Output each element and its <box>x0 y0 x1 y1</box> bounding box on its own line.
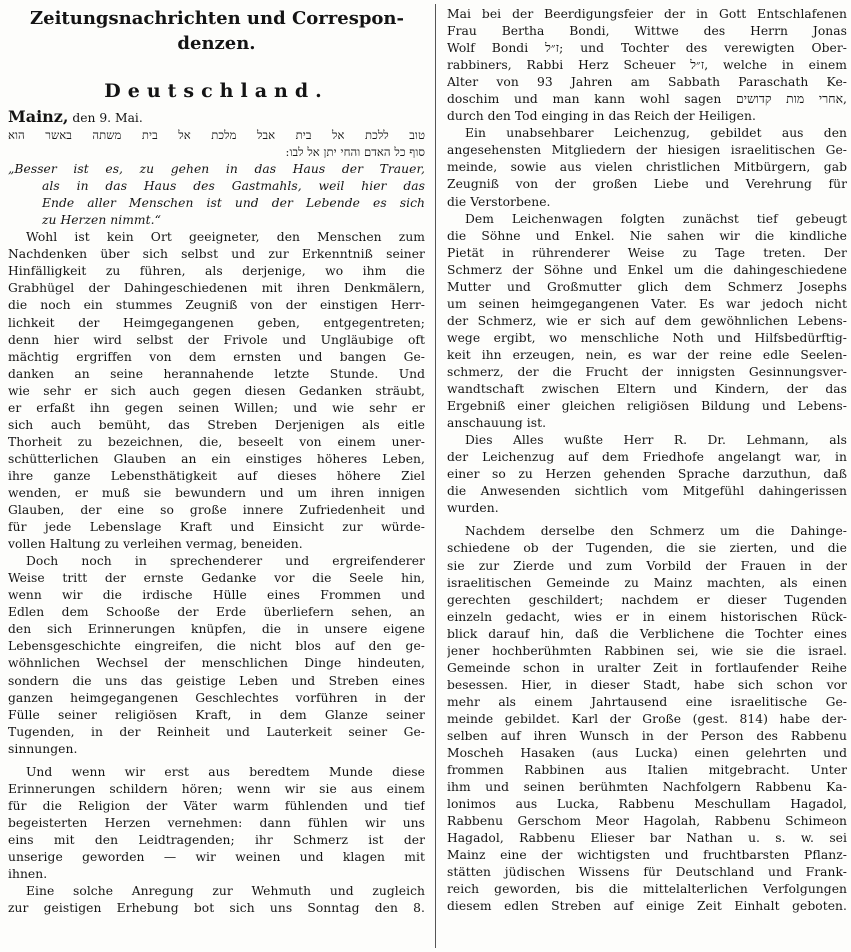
right-column-text-line: Schmerz der Söhne und Enkel um die dahingeschiedene <box>447 262 847 277</box>
right-column-text-line: diesem edlen Streben auf einige Zeit Einhalt geboten. <box>447 899 847 914</box>
left-column-text-line: Thorheit zu bezeichnen, die, beseelt von einem uner- <box>8 434 425 449</box>
left-column-text-line: zu Herzen nimmt.“ <box>42 213 161 228</box>
right-column-text-line: der Leichenzug auf dem Friedhofe angelangt war, in <box>447 450 847 465</box>
right-column-text-line: die Anwesenden sichtlich vom Mitgefühl dahingerissen <box>447 484 847 499</box>
section-heading: Deutschland. <box>104 80 329 102</box>
left-column-text-line: wöhnlichen Wechsel der menschlichen Dinge hindeuten, <box>8 656 425 671</box>
right-column-text-line: Dies Alles wußte Herr R. Dr. Lehmann, als <box>465 433 847 448</box>
right-column-text-line: ihm und seinen berühmten Nachfolgern Rabbenu Ka- <box>447 780 847 795</box>
left-column-text-line: lichkeit der Heimgegangenen geben, entgegentreten; <box>8 315 425 330</box>
left-column-text-line: sinnungen. <box>8 741 78 756</box>
right-column-text-line: anschauung ist. <box>447 416 547 431</box>
right-column-text-line: Rabbenu Gerschom Meor Hagolah, Rabbenu Schimeon <box>447 814 847 829</box>
right-column-text-line: besessen. Hier, in dieser Stadt, habe sich schon vor <box>447 677 847 692</box>
left-column-text-line: Lebensgeschichte eingreifen, die nicht blos auf den ge- <box>8 639 425 654</box>
left-column-text-line: wenn wir die irdische Hülle eines Frommen und <box>8 588 425 603</box>
left-column-text-line: סוף כל האדם והחי יתן אל לבו: <box>285 145 425 160</box>
right-column-text-line: rabbiners, Rabbi Herz Scheuer ז״ל, welche in einem <box>447 58 847 73</box>
left-column-text-line: Ende aller Menschen ist und der Lebende es sich <box>42 196 425 211</box>
left-column-text-line: begeisterten Herzen vernehmen: dann fühlen wir uns <box>8 815 425 830</box>
right-column-text-line: Mai bei der Beerdigungsfeier der in Gott Entschlafenen <box>447 7 847 21</box>
left-column-text-line: Tugenden, in der Reinheit und Lauterkeit seiner Ge- <box>8 724 425 739</box>
left-column-text-line: „Besser ist es, zu gehen in das Haus der Trauer, <box>8 162 425 177</box>
right-column-text-line: gerechten geschildert; nachdem er dieser Tugenden <box>447 592 847 607</box>
left-column-text-line: mächtig ergriffen von dem ernsten und bangen Ge- <box>8 349 425 364</box>
right-column-text-line: einzeln gedacht, wies er in einem historischen Rück- <box>447 609 847 624</box>
right-column-text-line: Zeugniß von der großen Liebe und Verehrung für <box>447 177 847 192</box>
left-column-text-line: schütterlichen Glauben an ein einstiges höheres Leben, <box>8 451 425 466</box>
left-column-text-line: Hinfälligkeit zu führen, als derjenige, wo ihm die <box>8 264 425 279</box>
right-column-text-line: sie zur Zierde und zum Vorbild der Frauen in der <box>447 558 847 573</box>
right-column-text-line: wandtschaft zwischen Eltern und Kindern, der das <box>447 382 847 397</box>
right-column-text-line: lonimos aus Lucka, Rabbenu Meschullam Hagadol, <box>447 797 847 812</box>
right-column-text-line: wurden. <box>447 501 499 516</box>
left-column-text-line: eins mit den Leidtragenden; ihr Schmerz ist der <box>8 832 425 847</box>
column-rule <box>435 4 436 948</box>
right-column-text-line: schiedene ob der Tugenden, die sie zierten, und die <box>447 541 847 556</box>
article-title-line-2: denzen. <box>177 33 256 54</box>
right-column-text-line: Hagadol, Rabbenu Elieser bar Nathan u. s. w. sei <box>447 831 847 846</box>
left-column-text-line: Doch noch in sprechenderer und ergreifenderer <box>26 554 425 569</box>
left-column-text-line: er erfaßt ihn gegen seinen Willen; und wie sehr er <box>8 400 425 415</box>
left-column-text-line: Grabhügel der Dahingeschiedenen mit ihren Denkmälern, <box>8 281 425 296</box>
right-column-text-line: Mainz eine der wichtigsten und fruchtbarsten Pflanz- <box>447 848 847 863</box>
left-column-text-line: Nachdenken über sich selbst und zur Erkenntniß seiner <box>8 247 425 262</box>
right-column-text-line: mehr als einem Jahrtausend eine israelitische Ge- <box>447 694 847 709</box>
left-column-text-line: Und wenn wir erst aus beredtem Munde diese <box>26 764 425 779</box>
left-column-text-line: als in das Haus des Gastmahls, weil hier das <box>42 179 425 194</box>
left-column-text-line: Edlen dem Schooße der Erde überliefern sehen, an <box>8 605 425 620</box>
dateline-place: Mainz, <box>8 107 69 126</box>
right-column-text-line: Pietät in rührenderer Weise zu Tage treten. Der <box>447 245 847 260</box>
left-column-body <box>8 127 425 917</box>
left-column-text-line: sich auch bemüht, das Streben Derjenigen als eitle <box>8 417 425 432</box>
right-column-text-line: der Schmerz, wie er sich auf dem gewöhnlichen Lebens- <box>447 313 847 328</box>
right-column-text-line: Gemeinde schon in uralter Zeit in fortlaufender Reihe <box>447 660 847 675</box>
left-column-text-line: für jede Lebenslage Kraft und Einsicht zur würde- <box>8 520 425 535</box>
right-column-text-line: die Söhne und Enkel. Nie sahen wir die kindliche <box>447 228 847 243</box>
left-column-text-line: טוב ללכת אל בית אבל מלכת אל בית משתה באשר הוא <box>8 128 425 142</box>
left-column-text-line: Eine solche Anregung zur Wehmuth und zugleich <box>26 884 425 899</box>
left-column-text-line: ganzen heimgegangenen Geschlechtes vorführen in der <box>8 690 425 705</box>
right-column-text-line: stätten jüdischen Wissens für Deutschland und Frank- <box>447 865 847 880</box>
left-column-text-line: für die Religion der Väter warm fühlenden und tief <box>8 798 425 813</box>
left-column-text-line: ihnen. <box>8 867 48 882</box>
right-column-text-line: schmerz, der die Frucht der innigsten Gesinnungsver- <box>447 364 847 379</box>
right-column-text-line: Wolf Bondi ז״ל; und Tochter des verewigten Ober- <box>447 41 847 56</box>
right-column-text-line: doschim und man kann wohl sagen אחרי מות קדושים, <box>447 92 847 107</box>
left-column-text-line: ihre ganze Lebensthätigkeit auf dieses höhere Ziel <box>8 468 425 483</box>
right-column-text-line: Ein unabsehbarer Leichenzug, gebildet aus den <box>465 126 847 141</box>
left-column-text-line: wie sehr er sich auch gegen diesen Gedanken sträubt, <box>8 383 425 398</box>
right-column-text-line: Nachdem derselbe den Schmerz um die Dahinge- <box>465 524 847 539</box>
left-column-text-line: Wohl ist kein Ort geeigneter, den Menschen zum <box>26 230 425 245</box>
right-column-text-line: blick darauf hin, daß die Verblichene die Tochter eines <box>447 626 847 641</box>
right-column-text-line: keit ihn erzeugen, nein, es war der reine edle Seelen- <box>447 347 847 362</box>
right-column-text-line: Mutter und Großmutter glich dem Schmerz Josephs <box>447 279 847 294</box>
right-column-text-line: Dem Leichenwagen folgten zunächst tief gebeugt <box>465 211 847 226</box>
left-column-text-line: zur geistigen Erhebung bot sich uns Sonntag den 8. <box>8 901 425 916</box>
right-column-text-line: reich geworden, bis die mittelalterlichen Verfolgungen <box>447 882 847 897</box>
right-column-text-line: selben auf ihren Wunsch in der Person des Rabbenu <box>447 728 847 743</box>
left-column-text-line: Glauben, der eine so große innere Zufriedenheit und <box>8 503 425 518</box>
right-column-text-line: frommen Rabbinen aus Italien mitgebracht. Unter <box>447 763 847 778</box>
dateline <box>8 108 425 127</box>
right-column <box>447 6 847 915</box>
right-column-text-line: Frau Bertha Bondi, Wittwe des Herrn Jonas <box>447 24 847 39</box>
right-column-text-line: Alter von 93 Jahren am Sabbath Paraschath Ke- <box>447 75 847 90</box>
right-column-text-line: israelitischen Gemeinde zu Mainz machten, als einen <box>447 575 847 590</box>
left-column-text-line: Fülle seiner religiösen Kraft, in dem Glanze seiner <box>8 707 425 722</box>
article-title-line-1: Zeitungsnachrichten und Correspon- <box>30 8 404 29</box>
right-column-text-line: angesehensten Mitgliedern der hiesigen israelitischen Ge- <box>447 143 847 158</box>
right-column-text-line: Moscheh Hasaken (aus Lucka) einen gelehrten und <box>447 746 847 761</box>
left-column-text-line: danken an seine herannahende letzte Stunde. Und <box>8 366 425 381</box>
left-column-text-line: vollen Haltung zu verleihen vermag, beneiden. <box>8 537 303 552</box>
left-column-text-line: den sich Erinnerungen knüpfen, die in unsere eigene <box>8 622 425 637</box>
right-column-text-line: um seinen heimgegangenen Vater. Es war jedoch nicht <box>447 296 847 311</box>
left-column-text-line: wenden, er muß sie bewundern und um ihren innigen <box>8 485 425 500</box>
left-column <box>8 6 425 917</box>
right-column-text-line: durch den Tod einging in das Reich der Heiligen. <box>447 109 756 124</box>
right-column-body <box>447 6 847 915</box>
right-column-text-line: Ergebniß einer gleichen religiösen Bildung und Lebens- <box>447 399 847 414</box>
left-column-text-line: die noch ein stummes Zeugniß von der einstigen Herr- <box>8 298 425 313</box>
right-column-text-line: einer so zu Herzen gehenden Sprache darzuthun, daß <box>447 467 847 482</box>
left-column-text-line: sondern die uns das geistige Leben und Streben eines <box>8 673 425 688</box>
right-column-text-line: die Verstorbene. <box>447 194 551 209</box>
left-column-text-line: denn hier wird selbst der Frivole und Ungläubige oft <box>8 332 425 347</box>
right-column-text-line: meinde, sowie aus vielen christlichen Mitbürgern, gab <box>447 160 847 175</box>
right-column-text-line: wege ergibt, wo menschliche Noth und Hilfsbedürftig- <box>447 330 847 345</box>
left-column-text-line: unserige geworden — wir weinen und klagen mit <box>8 849 425 864</box>
dateline-date: den 9. Mai. <box>72 111 143 125</box>
left-column-text-line: Erinnerungen schildern hören; wenn wir sie aus einem <box>8 781 425 796</box>
right-column-text-line: meinde gebildet. Karl der Große (gest. 814) habe der- <box>447 711 847 726</box>
left-column-text-line: Weise tritt der ernste Gedanke vor die Seele hin, <box>8 571 425 586</box>
right-column-text-line: jener hochberühmten Rabbinen sei, wie sie die israel. <box>447 643 847 658</box>
